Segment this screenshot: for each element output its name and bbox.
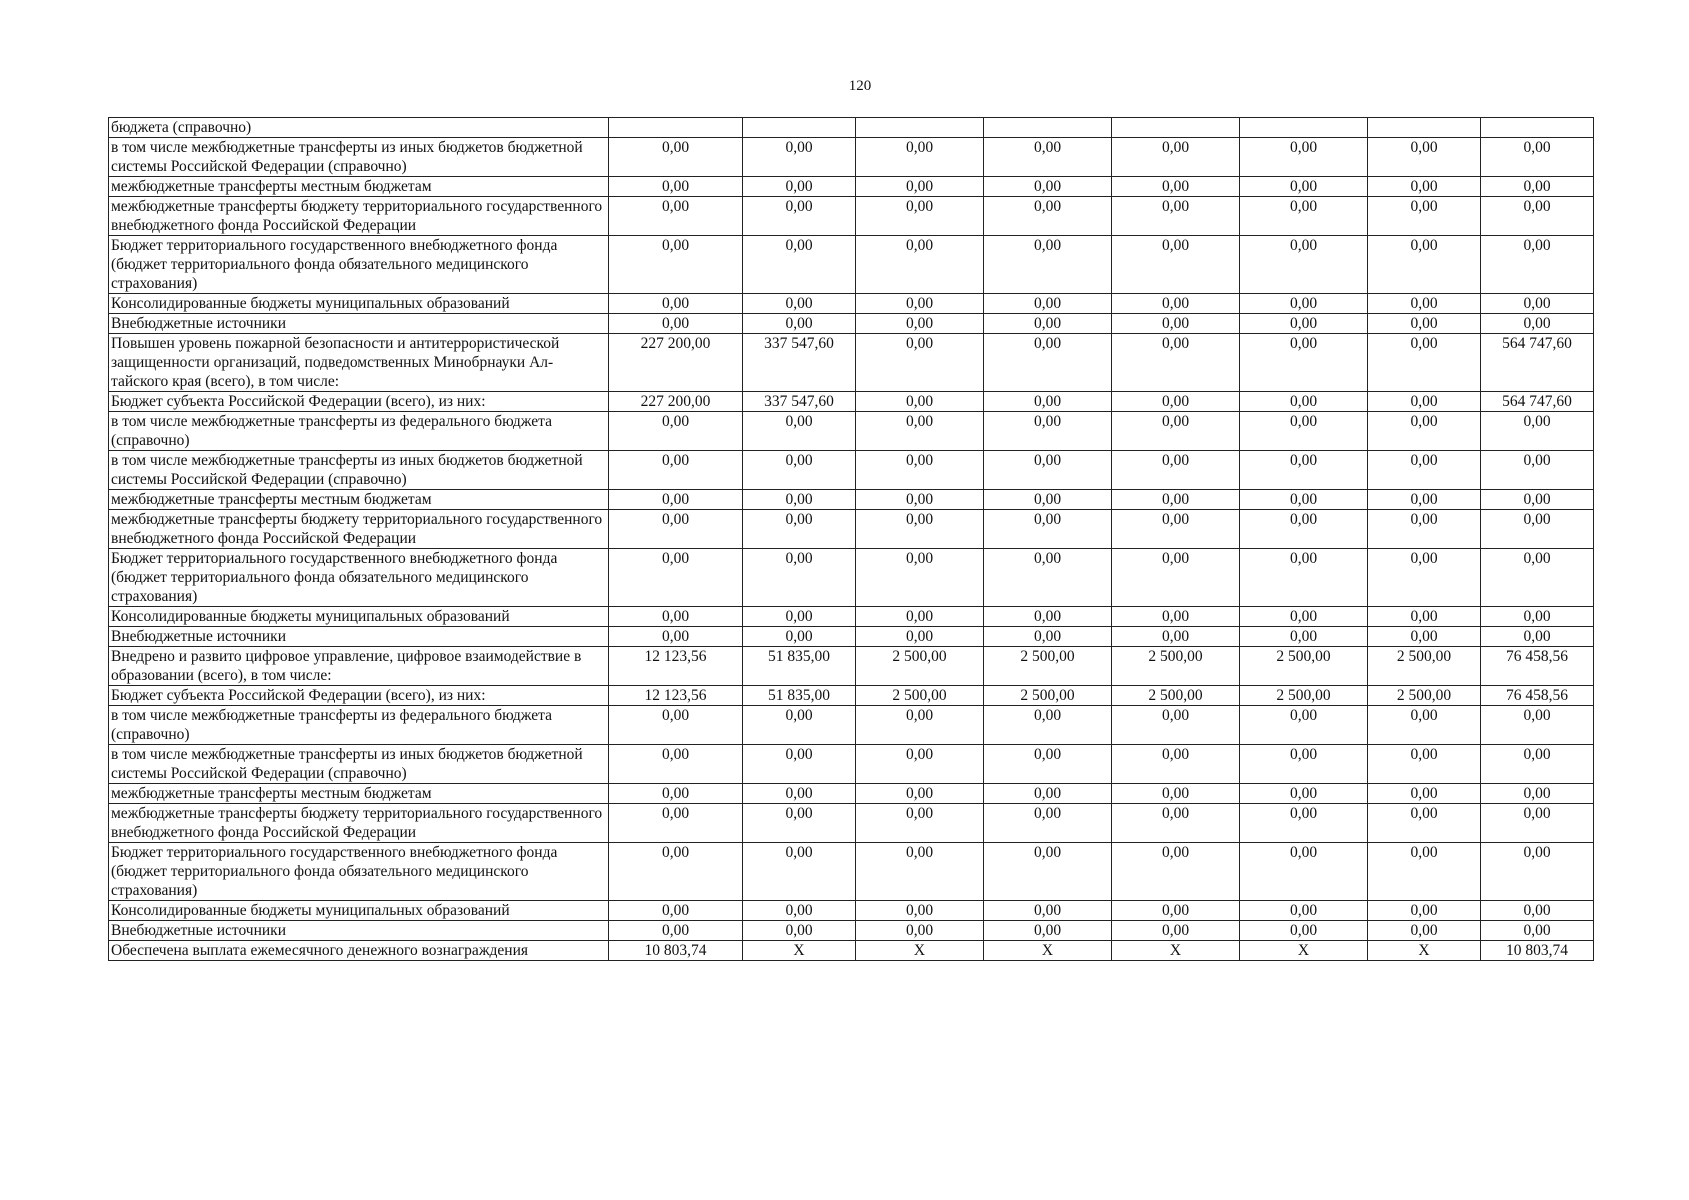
value-cell: 0,00: [856, 392, 984, 412]
row-label: Бюджет субъекта Российской Федерации (всего), из них:: [109, 392, 609, 412]
value-cell: 0,00: [1368, 607, 1481, 627]
value-cell: X: [984, 941, 1112, 961]
value-cell: 0,00: [984, 294, 1112, 314]
value-cell: 0,00: [609, 804, 743, 843]
value-cell: 0,00: [1481, 177, 1594, 197]
value-cell: 0,00: [1481, 236, 1594, 294]
value-cell: 0,00: [984, 804, 1112, 843]
value-cell: 0,00: [743, 804, 856, 843]
row-label: Бюджет территориального государственного внебюджетного фонда (бюджет территориального фонда обязательного медицинского страхования): [109, 236, 609, 294]
value-cell: 2 500,00: [856, 686, 984, 706]
value-cell: 0,00: [1481, 607, 1594, 627]
value-cell: 0,00: [1112, 177, 1240, 197]
value-cell: 0,00: [743, 901, 856, 921]
value-cell: 0,00: [1112, 607, 1240, 627]
value-cell: 0,00: [984, 510, 1112, 549]
value-cell: [1240, 118, 1368, 138]
value-cell: 0,00: [1368, 412, 1481, 451]
value-cell: 0,00: [1481, 451, 1594, 490]
value-cell: 0,00: [984, 607, 1112, 627]
table-row: [109, 647, 1594, 686]
value-cell: 0,00: [856, 236, 984, 294]
value-cell: 0,00: [743, 784, 856, 804]
value-cell: 0,00: [1112, 294, 1240, 314]
value-cell: 0,00: [856, 706, 984, 745]
value-cell: 0,00: [743, 236, 856, 294]
table-row: [109, 118, 1594, 138]
value-cell: 0,00: [1368, 843, 1481, 901]
page-number: 120: [848, 78, 872, 94]
table-row: [109, 745, 1594, 784]
value-cell: 0,00: [1240, 334, 1368, 392]
row-label: Внебюджетные источники: [109, 627, 609, 647]
value-cell: 564 747,60: [1481, 392, 1594, 412]
value-cell: 0,00: [1368, 706, 1481, 745]
value-cell: 0,00: [743, 921, 856, 941]
value-cell: 0,00: [1368, 901, 1481, 921]
value-cell: 0,00: [1112, 804, 1240, 843]
value-cell: 0,00: [856, 138, 984, 177]
value-cell: 0,00: [1368, 392, 1481, 412]
value-cell: 0,00: [1240, 510, 1368, 549]
table-row: [109, 686, 1594, 706]
value-cell: 0,00: [1112, 627, 1240, 647]
value-cell: 10 803,74: [1481, 941, 1594, 961]
row-label: Повышен уровень пожарной безопасности и антитеррористической защищенности организаций, подведомственных Минобрнауки Ал-тайского края (всего), в том числе:: [109, 334, 609, 392]
table-row: [109, 392, 1594, 412]
value-cell: 0,00: [984, 451, 1112, 490]
table-row: [109, 294, 1594, 314]
value-cell: 0,00: [1240, 921, 1368, 941]
value-cell: 0,00: [743, 706, 856, 745]
value-cell: 0,00: [1240, 294, 1368, 314]
value-cell: 0,00: [856, 921, 984, 941]
value-cell: 2 500,00: [1368, 647, 1481, 686]
row-label: в том числе межбюджетные трансферты из иных бюджетов бюджетной системы Российской Федерации (справочно): [109, 745, 609, 784]
table-row: [109, 236, 1594, 294]
value-cell: 2 500,00: [1240, 686, 1368, 706]
value-cell: 0,00: [856, 549, 984, 607]
value-cell: 0,00: [609, 607, 743, 627]
value-cell: 0,00: [1240, 490, 1368, 510]
value-cell: 0,00: [1240, 549, 1368, 607]
value-cell: [1481, 118, 1594, 138]
value-cell: 0,00: [609, 294, 743, 314]
row-label: межбюджетные трансферты бюджету территориального государственного внебюджетного фонда Российской Федерации: [109, 804, 609, 843]
value-cell: 2 500,00: [1112, 647, 1240, 686]
row-label: Бюджет субъекта Российской Федерации (всего), из них:: [109, 686, 609, 706]
row-label: межбюджетные трансферты бюджету территориального государственного внебюджетного фонда Российской Федерации: [109, 510, 609, 549]
value-cell: 0,00: [856, 510, 984, 549]
value-cell: 0,00: [1368, 294, 1481, 314]
value-cell: 0,00: [856, 197, 984, 236]
row-label: межбюджетные трансферты бюджету территориального государственного внебюджетного фонда Российской Федерации: [109, 197, 609, 236]
row-label: Консолидированные бюджеты муниципальных образований: [109, 607, 609, 627]
value-cell: 0,00: [1368, 510, 1481, 549]
value-cell: 0,00: [1368, 627, 1481, 647]
value-cell: 0,00: [984, 490, 1112, 510]
table-row: [109, 314, 1594, 334]
value-cell: 0,00: [1112, 921, 1240, 941]
value-cell: 12 123,56: [609, 647, 743, 686]
value-cell: 0,00: [1240, 745, 1368, 784]
value-cell: 0,00: [743, 843, 856, 901]
value-cell: 0,00: [1112, 901, 1240, 921]
value-cell: 0,00: [1368, 490, 1481, 510]
value-cell: 0,00: [1481, 549, 1594, 607]
value-cell: 0,00: [743, 745, 856, 784]
value-cell: 51 835,00: [743, 686, 856, 706]
value-cell: 0,00: [609, 236, 743, 294]
table-row: [109, 451, 1594, 490]
value-cell: 0,00: [1481, 490, 1594, 510]
table-row: [109, 804, 1594, 843]
value-cell: 0,00: [856, 314, 984, 334]
value-cell: 0,00: [1240, 197, 1368, 236]
value-cell: 0,00: [984, 843, 1112, 901]
value-cell: 0,00: [856, 745, 984, 784]
value-cell: 0,00: [609, 314, 743, 334]
value-cell: 0,00: [609, 177, 743, 197]
value-cell: 0,00: [1368, 921, 1481, 941]
value-cell: 0,00: [609, 921, 743, 941]
value-cell: 0,00: [743, 607, 856, 627]
value-cell: 0,00: [856, 901, 984, 921]
value-cell: 0,00: [1240, 901, 1368, 921]
budget-table-body: [109, 118, 1594, 961]
value-cell: 0,00: [609, 490, 743, 510]
value-cell: 0,00: [743, 314, 856, 334]
value-cell: 337 547,60: [743, 392, 856, 412]
value-cell: 0,00: [609, 745, 743, 784]
value-cell: 0,00: [1368, 197, 1481, 236]
value-cell: 0,00: [856, 804, 984, 843]
value-cell: 0,00: [609, 138, 743, 177]
value-cell: 0,00: [856, 784, 984, 804]
value-cell: 0,00: [856, 294, 984, 314]
value-cell: 0,00: [1481, 784, 1594, 804]
value-cell: 76 458,56: [1481, 686, 1594, 706]
value-cell: 0,00: [743, 627, 856, 647]
value-cell: 0,00: [856, 490, 984, 510]
row-label: Внебюджетные источники: [109, 314, 609, 334]
value-cell: 0,00: [1240, 451, 1368, 490]
value-cell: [856, 118, 984, 138]
budget-table: [108, 117, 1594, 961]
table-row: [109, 627, 1594, 647]
value-cell: 0,00: [1368, 177, 1481, 197]
value-cell: 0,00: [1240, 314, 1368, 334]
table-row: [109, 784, 1594, 804]
row-label: в том числе межбюджетные трансферты из федерального бюджета (справочно): [109, 706, 609, 745]
value-cell: 0,00: [1481, 510, 1594, 549]
value-cell: 0,00: [609, 706, 743, 745]
value-cell: 0,00: [1481, 197, 1594, 236]
value-cell: 51 835,00: [743, 647, 856, 686]
value-cell: 0,00: [1112, 549, 1240, 607]
value-cell: 0,00: [743, 177, 856, 197]
value-cell: 0,00: [1481, 921, 1594, 941]
value-cell: 0,00: [984, 236, 1112, 294]
value-cell: 0,00: [1112, 745, 1240, 784]
value-cell: 0,00: [984, 921, 1112, 941]
value-cell: 0,00: [743, 549, 856, 607]
value-cell: X: [743, 941, 856, 961]
value-cell: 0,00: [1368, 334, 1481, 392]
value-cell: 0,00: [609, 510, 743, 549]
row-label: межбюджетные трансферты местным бюджетам: [109, 177, 609, 197]
value-cell: 0,00: [743, 138, 856, 177]
value-cell: 0,00: [984, 784, 1112, 804]
table-row: [109, 607, 1594, 627]
value-cell: 0,00: [984, 138, 1112, 177]
value-cell: 0,00: [1368, 549, 1481, 607]
table-row: [109, 941, 1594, 961]
value-cell: 0,00: [1112, 510, 1240, 549]
value-cell: 0,00: [1240, 412, 1368, 451]
value-cell: 0,00: [856, 607, 984, 627]
row-label: Обеспечена выплата ежемесячного денежного вознаграждения: [109, 941, 609, 961]
value-cell: 0,00: [984, 314, 1112, 334]
value-cell: 0,00: [856, 334, 984, 392]
table-row: [109, 177, 1594, 197]
value-cell: 0,00: [1112, 706, 1240, 745]
value-cell: 0,00: [984, 197, 1112, 236]
value-cell: 0,00: [1112, 843, 1240, 901]
table-row: [109, 706, 1594, 745]
value-cell: 0,00: [609, 451, 743, 490]
value-cell: 0,00: [984, 334, 1112, 392]
value-cell: 0,00: [1112, 451, 1240, 490]
value-cell: 0,00: [984, 901, 1112, 921]
value-cell: 0,00: [1481, 843, 1594, 901]
row-label: Внедрено и развито цифровое управление, цифровое взаимодействие в образовании (всего), в том числе:: [109, 647, 609, 686]
value-cell: 0,00: [1240, 706, 1368, 745]
table-row: [109, 490, 1594, 510]
value-cell: 2 500,00: [856, 647, 984, 686]
value-cell: 0,00: [743, 490, 856, 510]
table-row: [109, 901, 1594, 921]
value-cell: 0,00: [1240, 607, 1368, 627]
row-label: в том числе межбюджетные трансферты из федерального бюджета (справочно): [109, 412, 609, 451]
table-row: [109, 549, 1594, 607]
value-cell: 0,00: [1481, 314, 1594, 334]
value-cell: 0,00: [1112, 314, 1240, 334]
row-label: в том числе межбюджетные трансферты из иных бюджетов бюджетной системы Российской Федерации (справочно): [109, 451, 609, 490]
value-cell: 2 500,00: [984, 686, 1112, 706]
value-cell: 0,00: [1481, 804, 1594, 843]
value-cell: 0,00: [856, 843, 984, 901]
value-cell: 0,00: [1240, 236, 1368, 294]
value-cell: 0,00: [984, 706, 1112, 745]
row-label: межбюджетные трансферты местным бюджетам: [109, 490, 609, 510]
value-cell: 0,00: [743, 294, 856, 314]
value-cell: 0,00: [609, 412, 743, 451]
value-cell: 0,00: [984, 392, 1112, 412]
table-row: [109, 510, 1594, 549]
table-row: [109, 843, 1594, 901]
value-cell: 0,00: [1112, 334, 1240, 392]
value-cell: [1112, 118, 1240, 138]
value-cell: 0,00: [856, 177, 984, 197]
value-cell: 0,00: [1112, 392, 1240, 412]
value-cell: 0,00: [856, 451, 984, 490]
value-cell: X: [1112, 941, 1240, 961]
row-label: Консолидированные бюджеты муниципальных образований: [109, 901, 609, 921]
value-cell: [743, 118, 856, 138]
value-cell: 0,00: [1240, 627, 1368, 647]
value-cell: 0,00: [609, 197, 743, 236]
value-cell: 0,00: [1112, 197, 1240, 236]
value-cell: 0,00: [1481, 627, 1594, 647]
table-row: [109, 412, 1594, 451]
value-cell: 0,00: [743, 412, 856, 451]
value-cell: 2 500,00: [1112, 686, 1240, 706]
value-cell: 0,00: [1240, 138, 1368, 177]
value-cell: X: [1368, 941, 1481, 961]
value-cell: 227 200,00: [609, 392, 743, 412]
table-row: [109, 197, 1594, 236]
value-cell: 0,00: [1112, 138, 1240, 177]
value-cell: 2 500,00: [1368, 686, 1481, 706]
value-cell: 0,00: [1112, 490, 1240, 510]
value-cell: 0,00: [743, 197, 856, 236]
row-label: Бюджет территориального государственного внебюджетного фонда (бюджет территориального фонда обязательного медицинского страхования): [109, 843, 609, 901]
value-cell: 0,00: [1240, 843, 1368, 901]
row-label: бюджета (справочно): [109, 118, 609, 138]
value-cell: 0,00: [984, 177, 1112, 197]
value-cell: 0,00: [1481, 294, 1594, 314]
value-cell: 76 458,56: [1481, 647, 1594, 686]
row-label: Внебюджетные источники: [109, 921, 609, 941]
value-cell: 0,00: [1368, 236, 1481, 294]
value-cell: [609, 118, 743, 138]
value-cell: 12 123,56: [609, 686, 743, 706]
value-cell: 0,00: [609, 843, 743, 901]
value-cell: 0,00: [1368, 138, 1481, 177]
value-cell: 0,00: [1240, 804, 1368, 843]
value-cell: 0,00: [1368, 784, 1481, 804]
value-cell: 0,00: [743, 510, 856, 549]
table-row: [109, 921, 1594, 941]
value-cell: 227 200,00: [609, 334, 743, 392]
value-cell: 0,00: [1240, 784, 1368, 804]
value-cell: 0,00: [856, 412, 984, 451]
value-cell: 0,00: [1240, 392, 1368, 412]
row-label: межбюджетные трансферты местным бюджетам: [109, 784, 609, 804]
value-cell: [1368, 118, 1481, 138]
value-cell: 0,00: [609, 784, 743, 804]
value-cell: 0,00: [1112, 784, 1240, 804]
value-cell: 0,00: [743, 451, 856, 490]
value-cell: 2 500,00: [984, 647, 1112, 686]
value-cell: 0,00: [984, 412, 1112, 451]
value-cell: 564 747,60: [1481, 334, 1594, 392]
table-row: [109, 334, 1594, 392]
value-cell: [984, 118, 1112, 138]
value-cell: 2 500,00: [1240, 647, 1368, 686]
value-cell: 0,00: [1481, 138, 1594, 177]
row-label: Бюджет территориального государственного внебюджетного фонда (бюджет территориального фонда обязательного медицинского страхования): [109, 549, 609, 607]
value-cell: 0,00: [1481, 901, 1594, 921]
value-cell: 0,00: [1368, 314, 1481, 334]
value-cell: 0,00: [984, 549, 1112, 607]
value-cell: X: [856, 941, 984, 961]
value-cell: 337 547,60: [743, 334, 856, 392]
value-cell: 0,00: [856, 627, 984, 647]
value-cell: 0,00: [1112, 236, 1240, 294]
value-cell: 0,00: [1368, 451, 1481, 490]
value-cell: 0,00: [1481, 706, 1594, 745]
table-row: [109, 138, 1594, 177]
row-label: Консолидированные бюджеты муниципальных образований: [109, 294, 609, 314]
value-cell: 0,00: [609, 549, 743, 607]
value-cell: 0,00: [609, 901, 743, 921]
value-cell: 0,00: [984, 745, 1112, 784]
value-cell: 0,00: [609, 627, 743, 647]
value-cell: 0,00: [1240, 177, 1368, 197]
value-cell: 0,00: [984, 627, 1112, 647]
value-cell: 0,00: [1481, 745, 1594, 784]
row-label: в том числе межбюджетные трансферты из иных бюджетов бюджетной системы Российской Федерации (справочно): [109, 138, 609, 177]
value-cell: 0,00: [1368, 804, 1481, 843]
value-cell: 0,00: [1368, 745, 1481, 784]
value-cell: 0,00: [1481, 412, 1594, 451]
value-cell: 0,00: [1112, 412, 1240, 451]
value-cell: 10 803,74: [609, 941, 743, 961]
value-cell: X: [1240, 941, 1368, 961]
